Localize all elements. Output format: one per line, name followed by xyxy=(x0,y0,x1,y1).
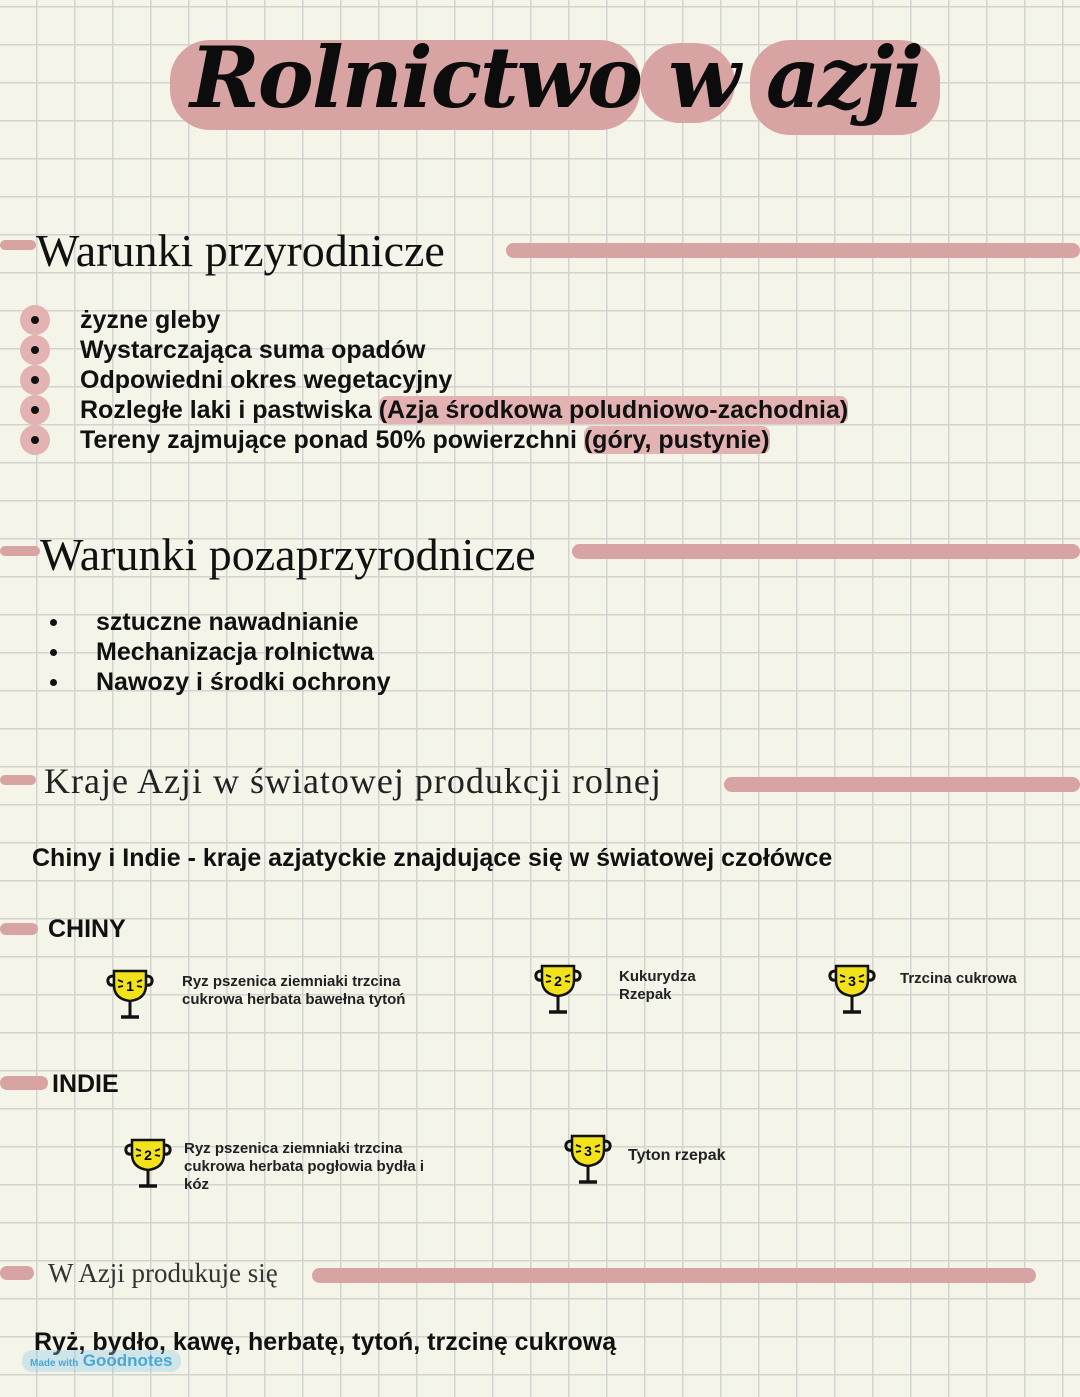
list-item xyxy=(20,395,848,425)
heading-accent-bar xyxy=(0,240,36,250)
heading-accent-bar xyxy=(0,1266,34,1280)
list-item xyxy=(48,637,391,667)
bullet-icon xyxy=(50,649,57,656)
bullet-icon xyxy=(20,425,50,455)
page-title-block xyxy=(170,18,950,138)
svg-text:2: 2 xyxy=(144,1147,152,1163)
produce-text: Ryż, bydło, kawę, herbatę, tytoń, trzcinę cukrową xyxy=(34,1328,617,1356)
award-item xyxy=(564,1132,726,1191)
item-text: Wystarczająca suma opadów xyxy=(80,336,426,364)
bullet-icon xyxy=(50,679,57,686)
goodnotes-watermark xyxy=(22,1350,181,1372)
watermark-brand: Goodnotes xyxy=(82,1351,173,1370)
list-item xyxy=(48,667,391,697)
award-item xyxy=(534,962,696,1021)
award-item xyxy=(124,1136,425,1195)
bullet-icon xyxy=(20,365,50,395)
item-paren-text: (góry, pustynie) xyxy=(583,426,770,454)
country-label-chiny: CHINY xyxy=(48,915,126,943)
svg-text:3: 3 xyxy=(584,1143,592,1159)
award-text: Tyton rzepak xyxy=(628,1147,726,1164)
label-accent-bar xyxy=(0,923,38,935)
section-heading-produce: W Azji produkuje się xyxy=(48,1258,278,1288)
heading-accent-bar xyxy=(0,546,40,556)
svg-text:3: 3 xyxy=(848,973,856,989)
item-text: Tereny zajmujące ponad 50% powierzchni xyxy=(80,426,584,454)
award-text: Ryz pszenica ziemniaki trzcina cukrowa herbata pogłowia bydła i kóz xyxy=(184,1140,425,1193)
bullet-icon xyxy=(20,395,50,425)
list-item xyxy=(20,425,848,455)
list-item xyxy=(20,305,848,335)
bullet-icon xyxy=(50,619,57,626)
item-text: żyzne gleby xyxy=(80,306,221,334)
trophy-icon xyxy=(564,1132,614,1186)
heading-accent-bar xyxy=(0,775,36,785)
heading-accent-bar xyxy=(572,544,1080,559)
bullet-icon xyxy=(20,305,50,335)
item-text: Nawozy i środki ochrony xyxy=(96,668,391,696)
list-item xyxy=(48,607,391,637)
award-item xyxy=(106,967,406,1026)
section-heading-world: Kraje Azji w światowej produkcji rolnej xyxy=(44,761,662,801)
page-title: Rolnictwo w azji xyxy=(190,28,923,127)
item-text: Mechanizacja rolnictwa xyxy=(96,638,374,666)
award-item xyxy=(828,962,1017,1021)
award-text: Kukurydza Rzepak xyxy=(619,968,696,1003)
nonnatural-conditions-list xyxy=(48,607,391,697)
bullet-icon xyxy=(20,335,50,365)
list-item xyxy=(20,335,848,365)
trophy-icon xyxy=(106,967,156,1021)
section-heading-nonnatural: Warunki pozaprzyrodnicze xyxy=(40,529,536,580)
item-paren-text: (Azja środkowa poludniowo-zachodnia) xyxy=(378,396,849,424)
section-heading-natural: Warunki przyrodnicze xyxy=(36,225,445,276)
trophy-icon xyxy=(124,1136,174,1190)
award-text: Ryz pszenica ziemniaki trzcina cukrowa herbata bawełna tytoń xyxy=(182,973,406,1008)
heading-accent-bar xyxy=(506,243,1080,258)
item-text: Rozległe laki i pastwiska xyxy=(80,396,379,424)
svg-text:2: 2 xyxy=(554,973,562,989)
item-text: Odpowiedni okres wegetacyjny xyxy=(80,366,453,394)
world-intro: Chiny i Indie - kraje azjatyckie znajdujące się w światowej czołówce xyxy=(32,844,833,872)
watermark-prefix: Made with xyxy=(30,1358,79,1369)
trophy-icon xyxy=(828,962,878,1016)
list-item xyxy=(20,365,848,395)
natural-conditions-list xyxy=(20,305,848,455)
award-text: Trzcina cukrowa xyxy=(900,970,1017,987)
trophy-icon xyxy=(534,962,584,1016)
heading-accent-bar xyxy=(724,777,1080,792)
heading-accent-bar xyxy=(312,1268,1036,1283)
item-text: sztuczne nawadnianie xyxy=(96,608,359,636)
svg-text:1: 1 xyxy=(126,978,134,994)
label-accent-bar xyxy=(0,1076,48,1090)
country-label-indie: INDIE xyxy=(52,1070,119,1098)
